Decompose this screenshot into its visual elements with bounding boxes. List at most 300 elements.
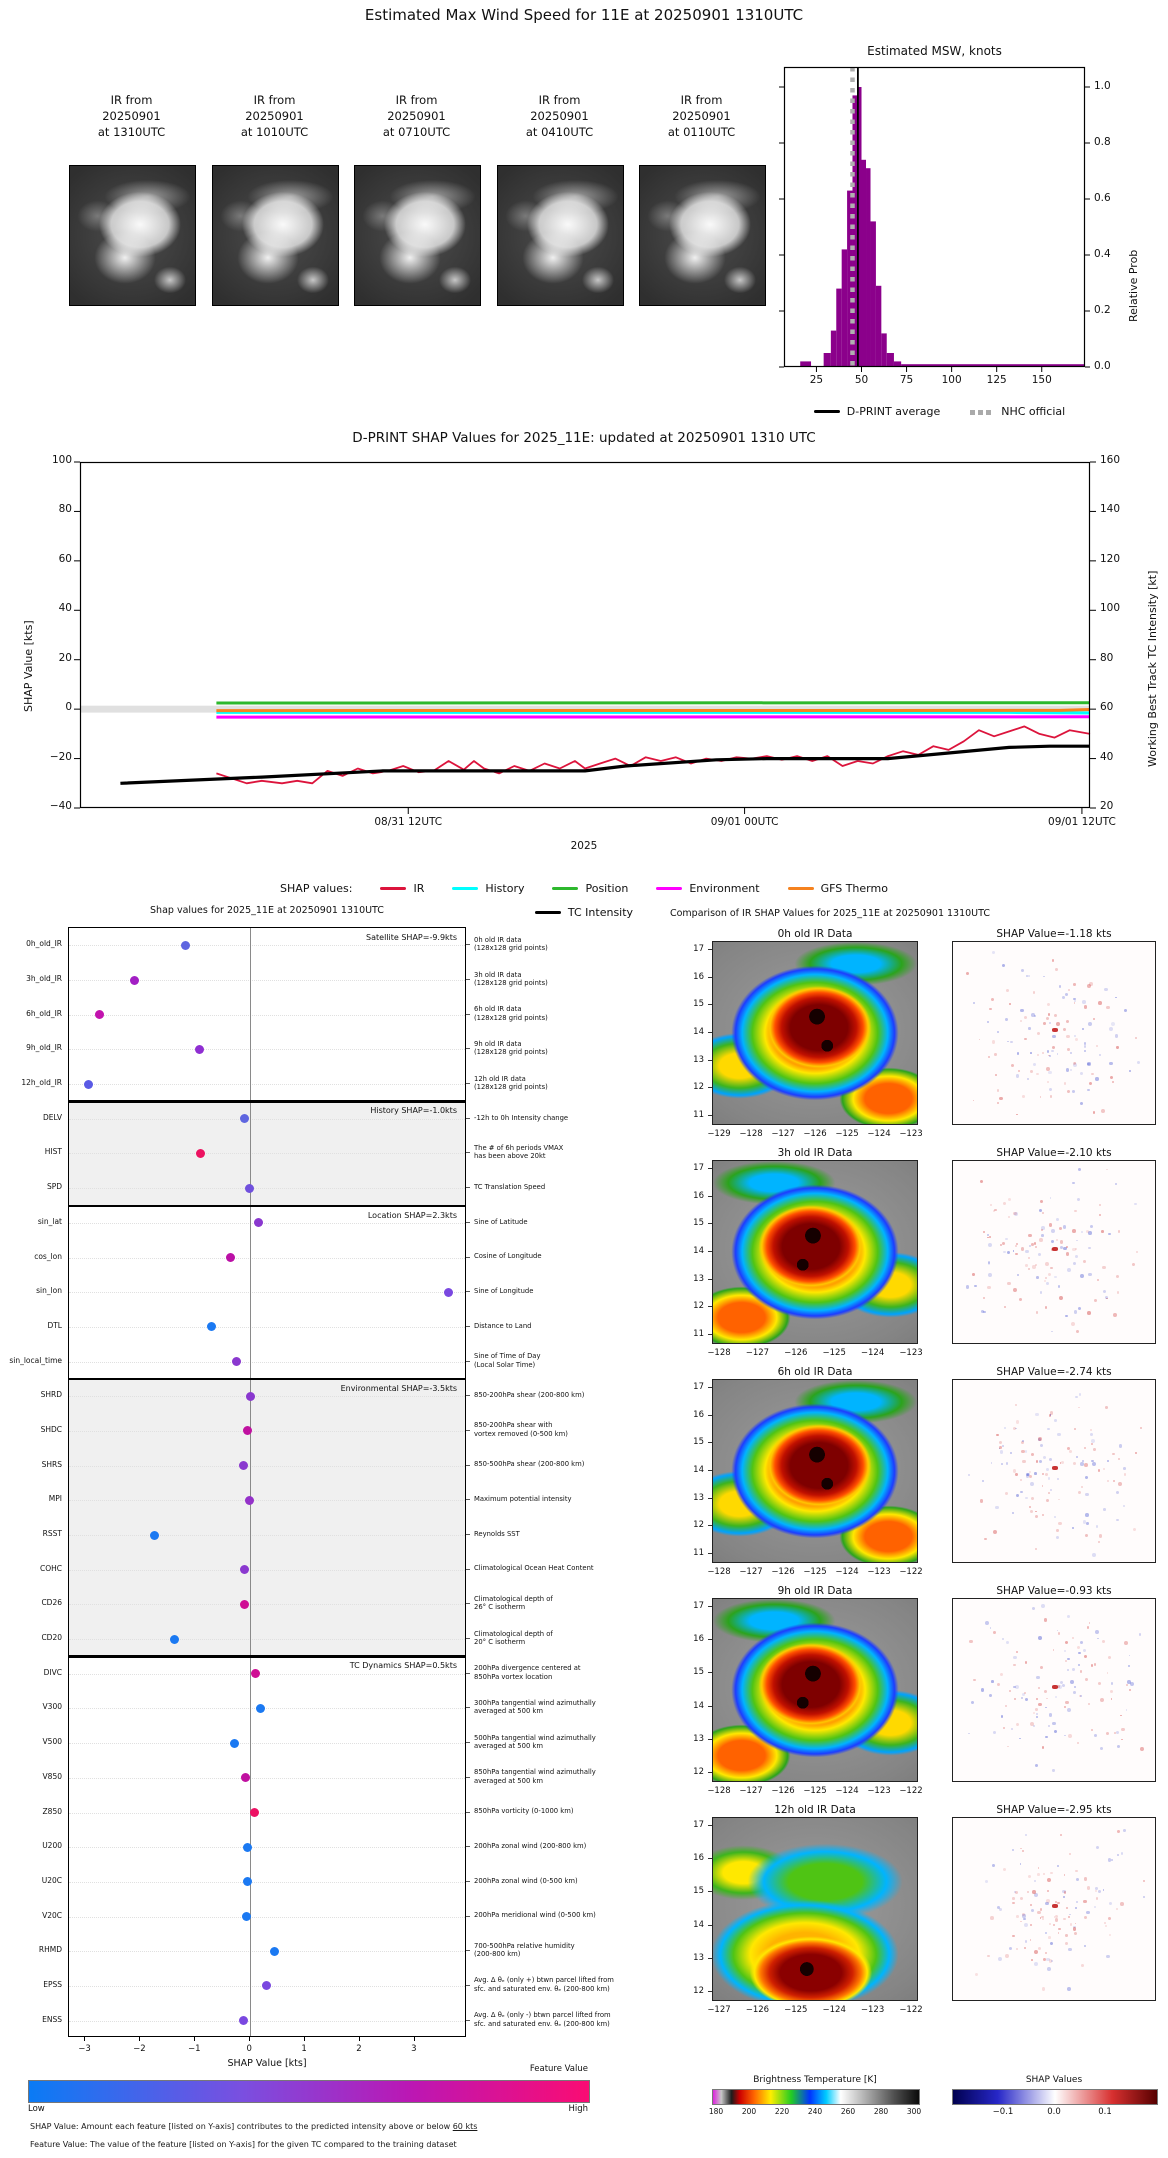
positive-shap-speckle <box>1055 1918 1059 1922</box>
negative-shap-speckle <box>1087 1062 1090 1065</box>
positive-shap-speckle <box>1094 1663 1097 1666</box>
positive-shap-speckle <box>1106 1169 1108 1171</box>
ir-map-xtick: −126 <box>784 1348 808 1358</box>
ir-map-xtick: −127 <box>707 2005 731 2015</box>
positive-shap-speckle <box>1000 1673 1003 1676</box>
positive-shap-speckle <box>988 1056 990 1058</box>
negative-shap-speckle <box>1076 1240 1078 1242</box>
positive-shap-speckle <box>1088 1703 1090 1705</box>
dotplot-dot <box>444 1288 453 1297</box>
shap-colorbar <box>952 2089 1158 2105</box>
dotplot-dot <box>230 1739 239 1748</box>
ir-map-ytick-mark <box>708 1442 712 1443</box>
dotplot-row-tick <box>466 1881 470 1882</box>
dotplot-dot <box>84 1080 93 1089</box>
positive-shap-speckle <box>1022 1095 1025 1098</box>
dotplot-row-tick <box>466 2020 470 2021</box>
dotplot-gridline <box>69 1015 466 1016</box>
negative-shap-speckle <box>1075 1907 1077 1909</box>
dotplot-feature-label: SHDC <box>40 1424 62 1434</box>
positive-shap-speckle <box>980 1499 983 1502</box>
positive-shap-speckle <box>1033 1712 1035 1714</box>
legend-title: SHAP values: <box>280 882 353 895</box>
dotplot-dot <box>232 1357 241 1366</box>
positive-shap-speckle <box>1083 1260 1086 1263</box>
dotplot-dot <box>251 1669 260 1678</box>
negative-shap-speckle <box>988 1261 991 1264</box>
positive-shap-speckle <box>1065 1660 1067 1662</box>
negative-shap-speckle <box>1016 1494 1019 1497</box>
positive-shap-speckle <box>1066 1020 1069 1023</box>
negative-shap-speckle <box>1084 1045 1086 1047</box>
negative-shap-speckle <box>990 1627 992 1629</box>
positive-shap-speckle <box>1136 1251 1139 1254</box>
positive-shap-speckle <box>1101 1230 1104 1233</box>
negative-shap-speckle <box>1095 1077 1098 1080</box>
negative-shap-speckle <box>1052 1035 1056 1039</box>
dotplot-feature-label: ENSS <box>42 2014 62 2024</box>
positive-shap-speckle <box>1072 1229 1076 1233</box>
negative-shap-speckle <box>1078 1168 1081 1171</box>
ir-map-xtick: −124 <box>822 2005 846 2015</box>
positive-shap-speckle <box>1078 1491 1081 1494</box>
ir-map-xtick: −125 <box>803 1567 827 1577</box>
timeseries-ytick-left: −40 <box>49 800 72 812</box>
ir-map-xtick: −127 <box>739 1786 763 1796</box>
negative-shap-speckle <box>1049 1088 1052 1091</box>
ir-map-ytick-mark <box>708 1223 712 1224</box>
negative-shap-speckle <box>1051 1331 1053 1333</box>
negative-shap-speckle <box>1123 1829 1126 1832</box>
negative-shap-speckle <box>1080 1274 1084 1278</box>
dotplot-gridline <box>69 1049 466 1050</box>
positive-shap-speckle <box>1036 1073 1038 1075</box>
positive-shap-speckle <box>1124 1473 1127 1476</box>
ir-map-ytick: 12 <box>693 1767 704 1777</box>
positive-shap-speckle <box>1098 1682 1101 1685</box>
positive-shap-speckle <box>1020 1897 1023 1900</box>
timeseries-ytick-left: 40 <box>58 602 72 615</box>
negative-shap-speckle <box>1095 1887 1098 1890</box>
positive-shap-speckle <box>1126 1684 1128 1686</box>
negative-shap-speckle <box>1002 1638 1004 1640</box>
positive-shap-speckle <box>1024 1947 1027 1950</box>
positive-shap-speckle <box>1046 1017 1049 1020</box>
dotplot-title: Shap values for 2025_11E at 20250901 1310UTC <box>150 905 384 916</box>
negative-shap-speckle <box>1040 1291 1043 1294</box>
positive-shap-speckle <box>1099 1534 1103 1538</box>
dotplot-feature-label: V300 <box>42 1702 62 1712</box>
positive-shap-speckle <box>995 1074 997 1076</box>
timeseries-ytick-right: 80 <box>1100 651 1114 664</box>
negative-shap-speckle <box>1047 1428 1049 1430</box>
dotplot-row-tick <box>466 1222 470 1223</box>
dotplot-row-tick <box>466 1950 470 1951</box>
positive-shap-speckle <box>1101 1109 1105 1113</box>
ir-thumbnail-image <box>69 165 196 306</box>
dotplot-dot <box>95 1010 104 1019</box>
timeseries-ytick-right: 120 <box>1100 552 1121 565</box>
positive-shap-speckle <box>999 1446 1002 1449</box>
shap-map <box>952 1160 1156 1344</box>
positive-shap-speckle <box>1035 1511 1037 1513</box>
dotplot-dot <box>245 1184 254 1193</box>
positive-shap-speckle <box>1068 1734 1072 1738</box>
histogram-xtick: 50 <box>854 374 869 386</box>
positive-shap-speckle <box>987 1955 989 1957</box>
negative-shap-speckle <box>1017 1274 1020 1277</box>
positive-shap-speckle <box>1097 1279 1099 1281</box>
positive-shap-speckle <box>1064 1891 1067 1894</box>
positive-shap-speckle <box>1084 1916 1087 1919</box>
negative-shap-speckle <box>1117 1854 1119 1856</box>
timeseries-ytick-left: 60 <box>58 552 72 565</box>
positive-shap-speckle <box>1068 1916 1070 1918</box>
dotplot-feature-label: DELV <box>43 1112 62 1122</box>
positive-shap-speckle <box>1006 989 1009 992</box>
ir-map-title: 3h old IR Data <box>777 1147 853 1159</box>
positive-shap-speckle <box>1037 1873 1040 1876</box>
negative-shap-speckle <box>1081 1231 1083 1233</box>
negative-shap-speckle <box>1054 1516 1056 1518</box>
positive-shap-speckle <box>989 1236 991 1238</box>
bt-colorbar-tick: 240 <box>807 2107 823 2116</box>
central-shap-spot <box>1052 1904 1058 1908</box>
dotplot-xtick-mark <box>249 2037 250 2041</box>
positive-shap-speckle <box>1052 1046 1056 1050</box>
positive-shap-speckle <box>1056 1022 1060 1026</box>
positive-shap-speckle <box>1102 1266 1106 1270</box>
ir-map-xtick: −125 <box>784 2005 808 2015</box>
positive-shap-speckle <box>1107 1672 1109 1674</box>
negative-shap-speckle <box>1030 1052 1032 1054</box>
negative-shap-speckle <box>1109 1062 1113 1066</box>
dotplot-feature-label: U20C <box>41 1875 62 1885</box>
negative-shap-speckle <box>1067 1658 1069 1660</box>
positive-shap-speckle <box>1085 1534 1088 1537</box>
positive-shap-speckle <box>1071 1322 1075 1326</box>
ir-map-ytick-mark <box>708 1415 712 1416</box>
positive-shap-speckle <box>997 1683 1000 1686</box>
positive-shap-speckle <box>1098 1001 1102 1005</box>
dotplot-dot <box>181 941 190 950</box>
negative-shap-speckle <box>1040 1444 1043 1447</box>
dotplot-section-separator <box>69 1100 466 1102</box>
negative-shap-speckle <box>1056 1536 1059 1539</box>
dotplot-gridline <box>69 1258 466 1259</box>
dotplot-gridline <box>69 1153 466 1154</box>
negative-shap-speckle <box>1094 1734 1097 1737</box>
dotplot-xtick: −1 <box>187 2044 201 2054</box>
negative-shap-speckle <box>1011 1728 1013 1730</box>
dotplot-gridline <box>69 1084 466 1085</box>
dotplot-feature-desc: Climatological depth of 20° C isotherm <box>474 1629 553 1647</box>
negative-shap-speckle <box>1099 1054 1101 1056</box>
positive-shap-speckle <box>1033 991 1036 994</box>
negative-shap-speckle <box>1063 1225 1067 1229</box>
positive-shap-speckle <box>1093 1018 1095 1020</box>
positive-shap-speckle <box>1048 1936 1051 1939</box>
positive-shap-speckle <box>1038 1867 1040 1869</box>
positive-shap-speckle <box>1020 1848 1022 1850</box>
shap-map-title: SHAP Value=-1.18 kts <box>996 928 1112 940</box>
negative-shap-speckle <box>1121 1852 1124 1855</box>
dotplot-row-tick <box>466 1187 470 1188</box>
negative-shap-speckle <box>1103 1508 1106 1511</box>
positive-shap-speckle <box>1028 1234 1032 1238</box>
ir-map-xtick: −124 <box>867 1129 891 1139</box>
ir-thumbnail-label: IR from 20250901 at 1010UTC <box>240 93 309 139</box>
positive-shap-speckle <box>1069 1450 1072 1453</box>
ir-map-ytick-mark <box>708 977 712 978</box>
negative-shap-speckle <box>1073 1691 1076 1694</box>
negative-shap-speckle <box>1041 1234 1044 1237</box>
histogram-ylabel: Relative Prob <box>1127 249 1140 322</box>
negative-shap-speckle <box>1096 1846 1099 1849</box>
timeseries-xlabel: 2025 <box>570 840 598 852</box>
positive-shap-speckle <box>999 1097 1002 1100</box>
negative-shap-speckle <box>1100 1747 1103 1750</box>
dotplot-gridline <box>69 1708 466 1709</box>
positive-shap-speckle <box>1013 1288 1017 1292</box>
positive-shap-speckle <box>1106 1732 1109 1735</box>
ir-map-title: 0h old IR Data <box>777 928 853 940</box>
positive-shap-speckle <box>1075 1923 1077 1925</box>
negative-shap-speckle <box>1092 1462 1096 1466</box>
positive-shap-speckle <box>1109 1934 1111 1936</box>
positive-shap-speckle <box>1069 1853 1072 1856</box>
dotplot-feature-label: SHRD <box>40 1390 62 1400</box>
negative-shap-speckle <box>1067 1708 1071 1712</box>
negative-shap-speckle <box>1080 1641 1083 1644</box>
dotplot-dot <box>250 1808 259 1817</box>
positive-shap-speckle <box>979 1039 981 1041</box>
positive-shap-speckle <box>996 1434 998 1436</box>
ir-map-ytick: 11 <box>693 1329 704 1339</box>
dotplot-feature-desc: 500hPa tangential wind azimuthally averaged at 500 km <box>474 1733 596 1751</box>
dotplot-gridline <box>69 1917 466 1918</box>
positive-shap-speckle <box>1100 1698 1104 1702</box>
negative-shap-speckle <box>1123 1505 1125 1507</box>
dotplot-gridline <box>69 1674 466 1675</box>
negative-shap-speckle <box>991 1680 994 1683</box>
positive-shap-speckle <box>1072 1637 1074 1639</box>
histogram-ytick: 0.2 <box>1094 304 1111 316</box>
positive-shap-speckle <box>1032 1890 1036 1894</box>
positive-shap-speckle <box>1003 1727 1005 1729</box>
negative-shap-speckle <box>1103 1889 1105 1891</box>
dotplot-feature-label: COHC <box>39 1563 62 1573</box>
ir-map-ytick: 13 <box>693 1952 704 1963</box>
negative-shap-speckle <box>1096 1525 1099 1528</box>
positive-shap-speckle <box>1020 1479 1022 1481</box>
timeseries-ylabel-right: Working Best Track TC Intensity [kt] <box>1146 570 1159 767</box>
ir-map-ytick: 17 <box>693 1163 704 1173</box>
dotplot-feature-desc: TC Translation Speed <box>474 1182 546 1191</box>
positive-shap-speckle <box>1035 1515 1038 1518</box>
positive-shap-speckle <box>1055 968 1058 971</box>
dotplot-feature-label: MPI <box>48 1494 62 1504</box>
positive-shap-speckle <box>1008 1198 1011 1201</box>
dotplot-feature-label: Z850 <box>42 1806 62 1816</box>
ir-map-ytick: 17 <box>693 1601 704 1611</box>
positive-shap-speckle <box>1053 1649 1055 1651</box>
ir-map-ytick: 14 <box>693 1465 704 1475</box>
negative-shap-speckle <box>1038 1636 1042 1640</box>
positive-shap-speckle <box>1105 1925 1107 1927</box>
dotplot-section-label: Location SHAP=2.3kts <box>367 1210 457 1220</box>
dotplot-feature-label: 0h_old_IR <box>26 939 62 949</box>
line-swatch <box>788 887 814 890</box>
positive-shap-speckle <box>1043 1022 1046 1025</box>
negative-shap-speckle <box>973 1002 975 1004</box>
positive-shap-speckle <box>1084 1005 1088 1009</box>
legend-position: Position <box>552 882 628 895</box>
dotplot-gridline <box>69 1535 466 1536</box>
dotplot-row-tick <box>466 1430 470 1431</box>
positive-shap-speckle <box>980 1180 983 1183</box>
negative-shap-speckle <box>1090 1433 1093 1436</box>
negative-shap-speckle <box>1080 1102 1083 1105</box>
positive-shap-speckle <box>1003 1868 1006 1871</box>
positive-shap-speckle <box>1075 1248 1077 1250</box>
histogram-xtick: 25 <box>809 374 824 386</box>
dotplot-zero-line <box>250 928 251 2037</box>
negative-shap-speckle <box>1098 1890 1101 1893</box>
histogram-xtick: 150 <box>1031 374 1052 386</box>
ir-thumbnail-image <box>354 165 481 306</box>
negative-shap-speckle <box>1065 993 1068 996</box>
dotplot-feature-desc: Climatological depth of 26° C isotherm <box>474 1594 553 1612</box>
page-title: Estimated Max Wind Speed for 11E at 20250901 1310UTC <box>364 6 804 24</box>
dotplot-feature-label: RSST <box>42 1529 62 1539</box>
ir-map-ytick: 13 <box>693 1273 704 1284</box>
negative-shap-speckle <box>1054 1730 1057 1733</box>
negative-shap-speckle <box>1095 1630 1099 1634</box>
negative-shap-speckle <box>1013 1656 1016 1659</box>
line-swatch <box>380 887 406 890</box>
dotplot-xtick-mark <box>359 2037 360 2041</box>
negative-shap-speckle <box>1069 1914 1071 1916</box>
positive-shap-speckle <box>1132 1263 1135 1266</box>
dotplot-feature-desc: 850-200hPa shear with vortex removed (0-500 km) <box>474 1421 568 1438</box>
dotplot-feature-label: V20C <box>42 1910 62 1920</box>
negative-shap-speckle <box>1085 1513 1089 1517</box>
negative-shap-speckle <box>1002 1445 1004 1447</box>
dotplot-feature-desc: 6h old IR data (128x128 grid points) <box>474 1005 548 1022</box>
ir-map-ytick: 15 <box>693 1437 704 1448</box>
ir-map-xtick: −127 <box>739 1567 763 1577</box>
negative-shap-speckle <box>1043 976 1045 978</box>
positive-shap-speckle <box>1074 1428 1076 1430</box>
negative-shap-speckle <box>1109 1902 1113 1906</box>
positive-shap-speckle <box>1118 1458 1121 1461</box>
negative-shap-speckle <box>1084 1945 1086 1947</box>
dotplot-row-tick <box>466 1152 470 1153</box>
bt-colorbar <box>712 2089 920 2105</box>
shap-map-title: SHAP Value=-2.95 kts <box>996 1804 1112 1816</box>
dotplot-gridline <box>69 1813 466 1814</box>
dotplot-gridline <box>69 1362 466 1363</box>
ir-map-ytick-mark <box>708 949 712 950</box>
negative-shap-speckle <box>1072 1668 1076 1672</box>
negative-shap-speckle <box>1076 1901 1078 1903</box>
ir-map-xtick: −124 <box>835 1567 859 1577</box>
negative-shap-speckle <box>997 1031 999 1033</box>
dotplot-dot <box>246 1392 255 1401</box>
positive-shap-speckle <box>1081 1486 1084 1489</box>
dotplot-section-label: Environmental SHAP=-3.5kts <box>340 1383 457 1393</box>
positive-shap-speckle <box>1059 1227 1062 1230</box>
negative-shap-speckle <box>1020 1491 1022 1493</box>
ir-map-xtick: −123 <box>860 2005 885 2015</box>
positive-shap-speckle <box>1029 1506 1031 1508</box>
legend-tc-intensity: TC Intensity <box>535 906 633 919</box>
positive-shap-speckle <box>1135 1452 1137 1454</box>
timeseries-ytick-left: 100 <box>51 454 72 466</box>
positive-shap-speckle <box>1009 1003 1011 1005</box>
negative-shap-speckle <box>1030 1482 1034 1486</box>
positive-shap-speckle <box>1016 1651 1018 1653</box>
negative-shap-speckle <box>1091 1439 1095 1443</box>
negative-shap-speckle <box>1111 1859 1113 1861</box>
positive-shap-speckle <box>1015 1473 1018 1476</box>
dotplot-gridline <box>69 1778 466 1779</box>
positive-shap-speckle <box>1021 1450 1024 1453</box>
positive-shap-speckle <box>992 1040 996 1044</box>
positive-shap-speckle <box>1054 1014 1058 1018</box>
dotplot-row-tick <box>466 1257 470 1258</box>
negative-shap-speckle <box>1057 1433 1061 1437</box>
negative-shap-speckle <box>1026 975 1028 977</box>
negative-shap-speckle <box>1067 1987 1071 1991</box>
positive-shap-speckle <box>1058 1928 1061 1931</box>
negative-shap-speckle <box>1036 1713 1038 1715</box>
negative-shap-speckle <box>1107 1460 1109 1462</box>
positive-shap-speckle <box>1037 1054 1039 1056</box>
positive-shap-speckle <box>1038 1687 1040 1689</box>
dotplot-row-tick <box>466 1083 470 1084</box>
negative-shap-speckle <box>1022 1440 1024 1442</box>
dotplot-feature-desc: 12h old IR data (128x128 grid points) <box>474 1074 548 1092</box>
positive-shap-speckle <box>1054 1916 1056 1918</box>
positive-shap-speckle <box>1091 1443 1093 1445</box>
negative-shap-speckle <box>1103 1290 1106 1293</box>
negative-shap-speckle <box>1108 1233 1110 1235</box>
negative-shap-speckle <box>1051 1240 1054 1243</box>
dotplot-feature-label: 9h_old_IR <box>26 1043 62 1053</box>
timeseries-xtick: 08/31 12UTC <box>374 816 443 828</box>
dotplot-area <box>68 927 466 2037</box>
dotplot-feature-desc: Maximum potential intensity <box>474 1495 572 1504</box>
ir-map-xtick: −123 <box>899 1348 923 1358</box>
dotplot-row-tick <box>466 1014 470 1015</box>
positive-shap-speckle <box>1048 1273 1051 1276</box>
dotplot-xtick-mark <box>194 2037 195 2041</box>
positive-shap-speckle <box>984 1538 986 1540</box>
ir-map-ytick-mark <box>708 1606 712 1607</box>
negative-shap-speckle <box>1049 1022 1051 1024</box>
positive-shap-speckle <box>1050 1095 1053 1098</box>
positive-shap-speckle <box>1016 1948 1018 1950</box>
ir-thumbnail-label: IR from 20250901 at 0410UTC <box>525 93 594 139</box>
negative-shap-speckle <box>1054 1419 1057 1422</box>
positive-shap-speckle <box>1040 1200 1043 1203</box>
positive-shap-speckle <box>1050 1267 1053 1270</box>
positive-shap-speckle <box>1042 1514 1045 1517</box>
negative-shap-speckle <box>1106 1955 1109 1958</box>
ir-thumbnail-label: IR from 20250901 at 0110UTC <box>667 93 736 139</box>
